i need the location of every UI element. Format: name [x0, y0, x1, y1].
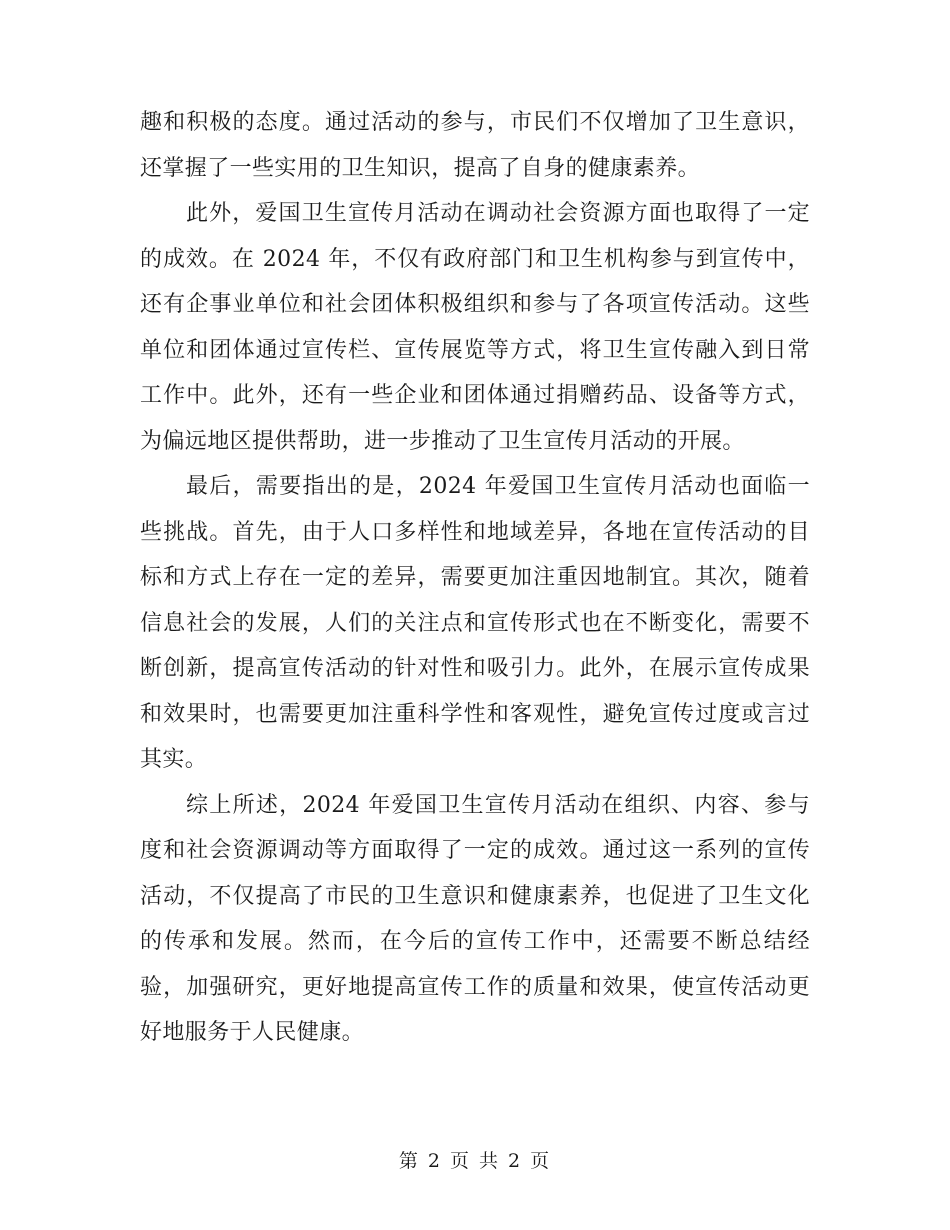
paragraph-challenges: 最后，需要指出的是，2024 年爱国卫生宣传月活动也面临一些挑战。首先，由于人口多样性和地域差异，各地在宣传活动的目标和方式上存在一定的差异，需要更加注重因地制宜。其次，随着信息社会的发展，人们的关注点和宣传形式也在不断变化，需要不断创新，提高宣传活动的针对性和吸引力。此外，在展示宣传成果和效果时，也需要更加注重科学性和客观性，避免宣传过度或言过其实。 [140, 474, 810, 772]
page-number-footer: 第 2 页 共 2 页 [398, 1150, 552, 1172]
paragraph-social-resources: 此外，爱国卫生宣传月活动在调动社会资源方面也取得了一定的成效。在 2024 年，不仅有政府部门和卫生机构参与到宣传中，还有企事业单位和社会团体积极组织和参与了各项宣传活动。这些单位和团体通过宣传栏、宣传展览等方式，将卫生宣传融入到日常工作中。此外，还有一些企业和团体通过捐赠药品、设备等方式，为偏远地区提供帮助，进一步推动了卫生宣传月活动的开展。 [140, 201, 810, 454]
document-body [140, 100, 810, 1056]
paragraph-continued: 趣和积极的态度。通过活动的参与，市民们不仅增加了卫生意识，还掌握了一些实用的卫生知识，提高了自身的健康素养。 [140, 110, 810, 181]
paragraph-summary: 综上所述，2024 年爱国卫生宣传月活动在组织、内容、参与度和社会资源调动等方面取得了一定的成效。通过这一系列的宣传活动，不仅提高了市民的卫生意识和健康素养，也促进了卫生文化的传承和发展。然而，在今后的宣传工作中，还需要不断总结经验，加强研究，更好地提高宣传工作的质量和效果，使宣传活动更好地服务于人民健康。 [140, 792, 810, 1045]
